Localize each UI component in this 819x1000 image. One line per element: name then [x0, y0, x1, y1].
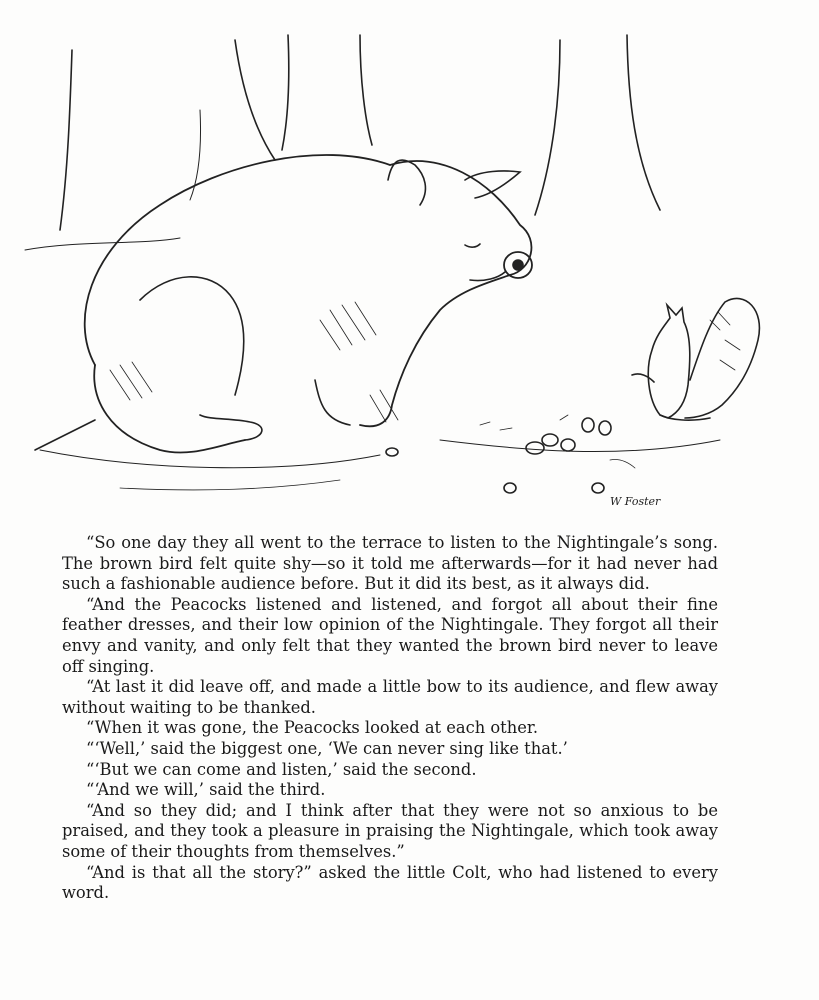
artist-signature: W Foster	[610, 495, 661, 508]
paragraph-9: “And is that all the story?” asked the little Colt, who had listened to every word.	[62, 862, 718, 903]
paragraph-8: “And so they did; and I think after that they were not so anxious to be praised, and they took a pleasure in praising the Nightingale, which took away some of their thoughts from themselves.”	[62, 800, 718, 861]
illustration-drawing	[20, 20, 800, 510]
paragraph-6: “‘But we can come and listen,’ said the second.	[86, 759, 477, 779]
paragraph-7: “‘And we will,’ said the third.	[86, 780, 326, 800]
story-text	[62, 533, 718, 904]
pig-and-squirrel-illustration	[20, 20, 800, 510]
paragraph-3: “At last it did leave off, and made a little bow to its audience, and flew away without waiting to be thanked.	[62, 677, 718, 717]
paragraph-2: “And the Peacocks listened and listened, and forgot all about their fine feather dresses, and their low opinion of the Nightingale. They forgot all their envy and vanity, and only felt that they wanted the brown bird never to leave off singing.	[62, 594, 718, 676]
paragraph-5: “‘Well,’ said the biggest one, ‘We can never sing like that.’	[86, 738, 568, 758]
paragraph-1: “So one day they all went to the terrace to listen to the Nightingale’s song. The brown bird felt quite shy—so it told me afterwards—for it had never had such a fashionable audience before. But it did its best, as it always did.	[62, 533, 718, 594]
paragraph-4: “When it was gone, the Peacocks looked at each other.	[86, 718, 539, 738]
